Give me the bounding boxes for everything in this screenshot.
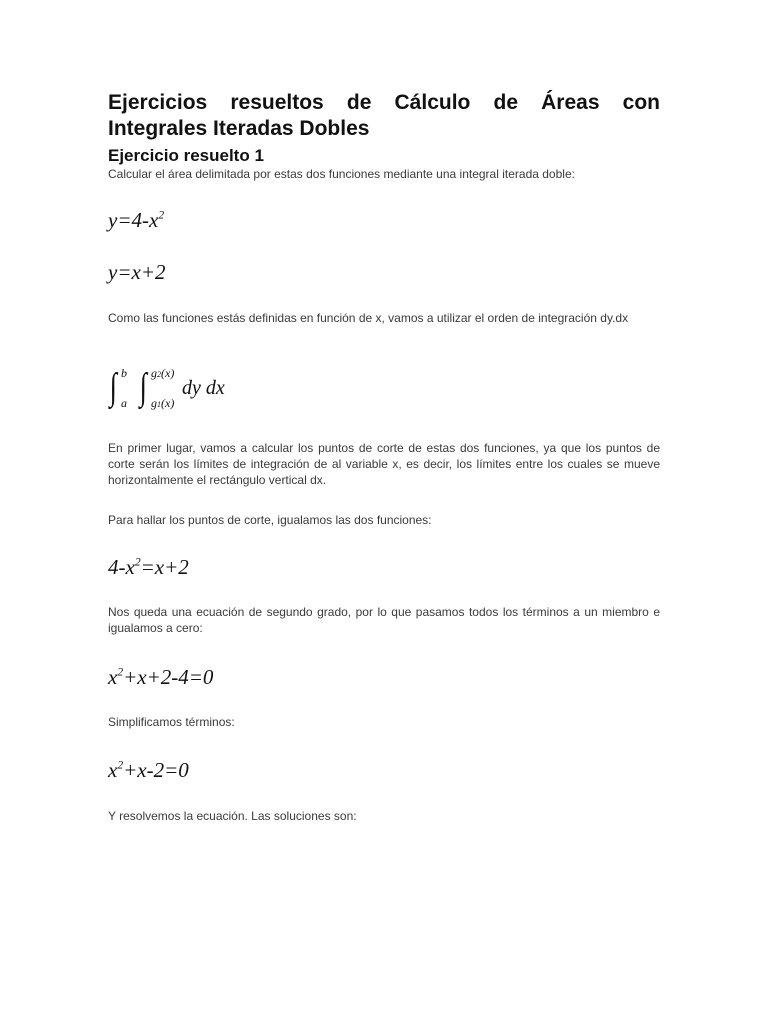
equation-3: $x^2+x-2=0$ <box>108 758 189 782</box>
equate-paragraph: Para hallar los puntos de corte, igualamos las dos funciones: <box>108 513 432 527</box>
inner-upper-limit: g2(x) <box>151 366 175 380</box>
cut-points-paragraph: En primer lugar, vamos a calcular los puntos de corte de estas dos funciones, ya que los puntos de corte serán los límites de integración de al variable x, es decir, los límites entre los cuales se mueve horizontalmente el rectángulo vertical dx. <box>108 441 660 487</box>
order-paragraph: Como las funciones estás definidas en función de x, vamos a utilizar el orden de integración dy.dx <box>108 311 629 325</box>
equation-1: $4-x^2=x+2$ <box>108 555 189 579</box>
exercise-heading: Ejercicio resuelto 1 <box>108 146 264 165</box>
outer-upper-limit: b <box>121 366 127 380</box>
inner-lower-limit: g1(x) <box>151 396 175 410</box>
function-1-exponent: 2 <box>158 209 165 222</box>
integral-formula <box>108 366 660 416</box>
outer-lower-limit: a <box>121 396 127 410</box>
integral-differentials: dy dx <box>182 377 225 399</box>
simplify-paragraph: Simplificamos términos: <box>108 715 235 729</box>
equation-2: $x^2+x+2-4=0$ <box>108 665 214 689</box>
function-1-base: y=4-x <box>108 208 159 232</box>
document-content <box>108 90 660 823</box>
solutions-paragraph: Y resolvemos la ecuación. Las soluciones son: <box>108 809 357 823</box>
page-title: Ejercicios resueltos de Cálculo de Áreas con Integrales Iteradas Dobles <box>108 91 660 140</box>
quadratic-paragraph: Nos queda una ecuación de segundo grado, por lo que pasamos todos los términos a un miembro e igualamos a cero: <box>108 605 660 635</box>
function-2: y=x+2 <box>108 260 166 284</box>
inner-integral-sign: ∫ <box>139 366 147 408</box>
intro-paragraph: Calcular el área delimitada por estas dos funciones mediante una integral iterada doble: <box>108 167 575 181</box>
outer-integral-sign: ∫ <box>109 366 117 408</box>
function-1 <box>108 208 660 233</box>
